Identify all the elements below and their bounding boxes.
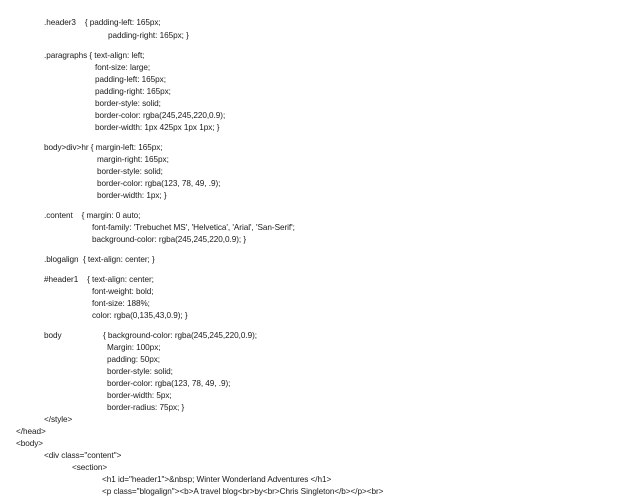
code-line: .content { margin: 0 auto; [44,211,141,220]
code-line: margin-right: 165px; [97,155,169,164]
code-line: body [44,331,62,340]
code-line: padding-right: 165px; } [108,31,189,40]
code-line: border-color: rgba(245,245,220,0.9); [95,111,226,120]
code-line: font-size: large; [95,63,151,72]
code-line: .blogalign { text-align: center; } [44,255,155,264]
code-line: border-width: 1px; } [97,191,167,200]
code-line: padding-right: 165px; [95,87,171,96]
code-line: border-width: 5px; [107,391,172,400]
code-line: font-size: 188%; [92,299,150,308]
code-line: border-style: solid; [95,99,161,108]
code-line: border-color: rgba(123, 78, 49, .9); [107,379,231,388]
code-line: <div class="content"> [44,451,122,460]
code-line: <body> [16,439,44,448]
code-line: <section> [72,463,108,472]
code-line: background-color: rgba(245,245,220,0.9); } [92,235,247,244]
code-line: </head> [16,427,46,436]
code-line: font-family: 'Trebuchet MS', 'Helvetica', 'Arial', 'San-Serif'; [92,223,295,232]
code-line: #header1 { text-align: center; [44,275,154,284]
code-line: .paragraphs { text-align: left; [44,51,145,60]
code-line: .header3 { padding-left: 165px; [44,18,161,27]
code-line: border-style: solid; [107,367,173,376]
code-line: border-style: solid; [97,167,163,176]
code-line: border-width: 1px 425px 1px 1px; } [95,123,220,132]
code-line: font-weight: bold; [92,287,154,296]
code-line: Margin: 100px; [107,343,161,352]
code-line: body>div>hr { margin-left: 165px; [44,143,163,152]
code-line: border-radius: 75px; } [107,403,185,412]
code-line: </style> [44,415,73,424]
code-line: <h1 id="header1">&nbsp; Winter Wonderland Adventures </h1> [102,475,332,484]
code-line: padding: 50px; [107,355,161,364]
code-line: padding-left: 165px; [95,75,166,84]
code-line: { background-color: rgba(245,245,220,0.9); [103,331,258,340]
code-line: color: rgba(0,135,43,0.9); } [92,311,188,320]
code-line: border-color: rgba(123, 78, 49, .9); [97,179,221,188]
code-line: <p class="blogalign"><b>A travel blog<br>by<br>Chris Singleton</b></p><br> [102,487,384,496]
